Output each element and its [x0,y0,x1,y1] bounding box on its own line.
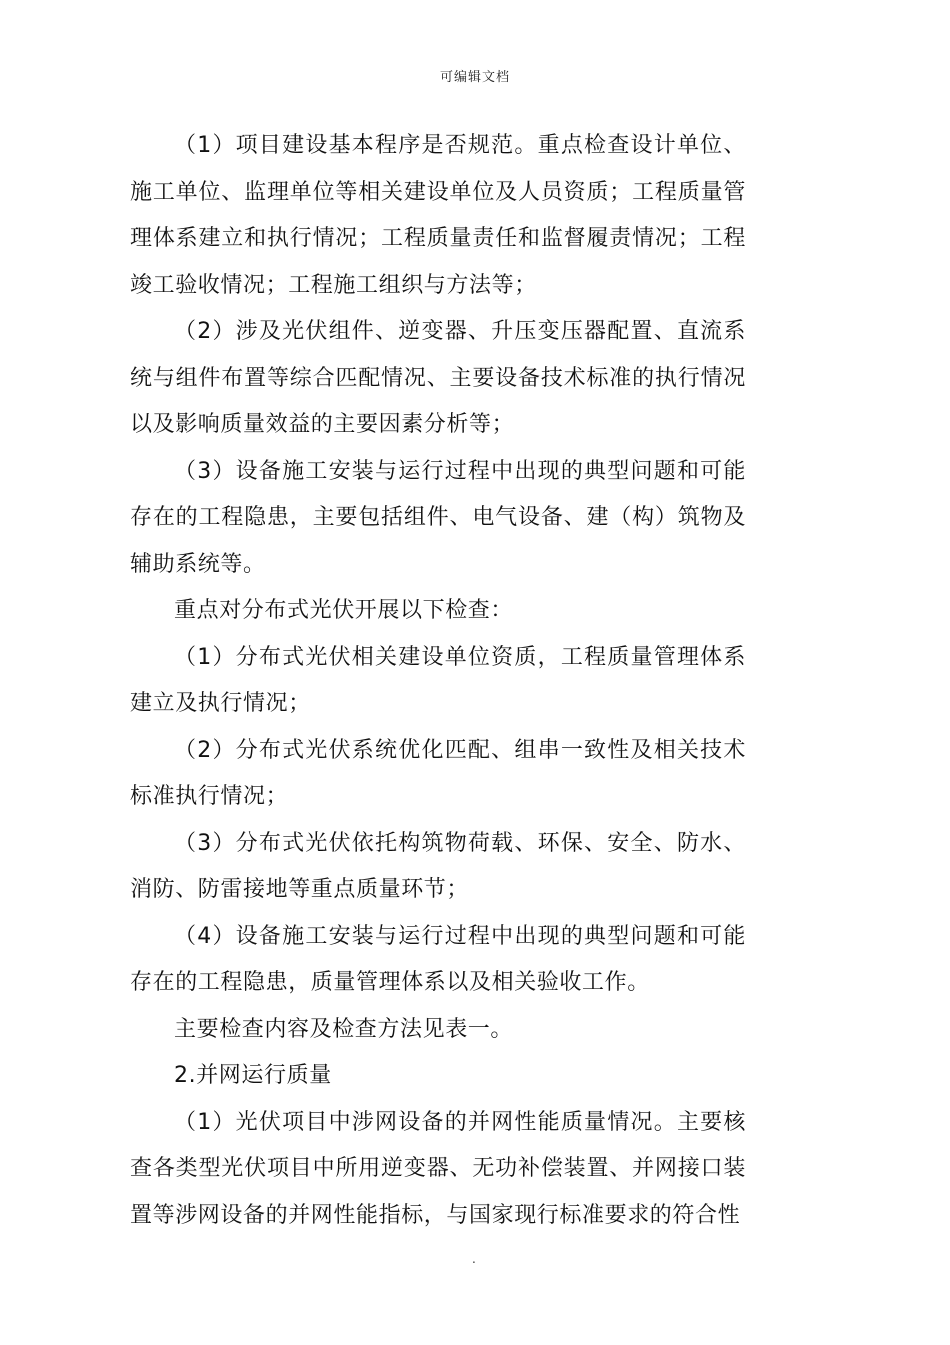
document-body [130,123,746,1239]
paragraph-1: （1）项目建设基本程序是否规范。重点检查设计单位、施工单位、监理单位等相关建设单位及人员资质；工程质量管理体系建立和执行情况；工程质量责任和监督履责情况；工程竣工验收情况；工程施工组织与方法等； [130,133,746,298]
paragraph-2: （2）涉及光伏组件、逆变器、升压变压器配置、直流系统与组件布置等综合匹配情况、主要设备技术标准的执行情况以及影响质量效益的主要因素分析等； [130,319,746,437]
section-heading: 2.并网运行质量 [174,1063,332,1088]
paragraph-11: （1）光伏项目中涉网设备的并网性能质量情况。主要核查各类型光伏项目中所用逆变器、无功补偿装置、并网接口装置等涉网设备的并网性能指标，与国家现行标准要求的符合性 [130,1109,746,1228]
paragraph-9: 主要检查内容及检查方法见表一。 [174,1016,514,1042]
page-footer-mark: . [472,1252,476,1266]
paragraph-3: （3）设备施工安装与运行过程中出现的典型问题和可能存在的工程隐患，主要包括组件、电气设备、建（构）筑物及辅助系统等。 [130,458,746,577]
paragraph-7: （3）分布式光伏依托构筑物荷载、环保、安全、防水、消防、防雷接地等重点质量环节； [130,830,746,902]
paragraph-5: （1）分布式光伏相关建设单位资质，工程质量管理体系建立及执行情况； [130,644,746,716]
page-header: 可编辑文档 [439,70,510,85]
paragraph-6: （2）分布式光伏系统优化匹配、组串一致性及相关技术标准执行情况； [130,737,746,809]
paragraph-8: （4）设备施工安装与运行过程中出现的典型问题和可能存在的工程隐患，质量管理体系以及相关验收工作。 [130,923,746,995]
paragraph-4: 重点对分布式光伏开展以下检查： [174,598,514,623]
